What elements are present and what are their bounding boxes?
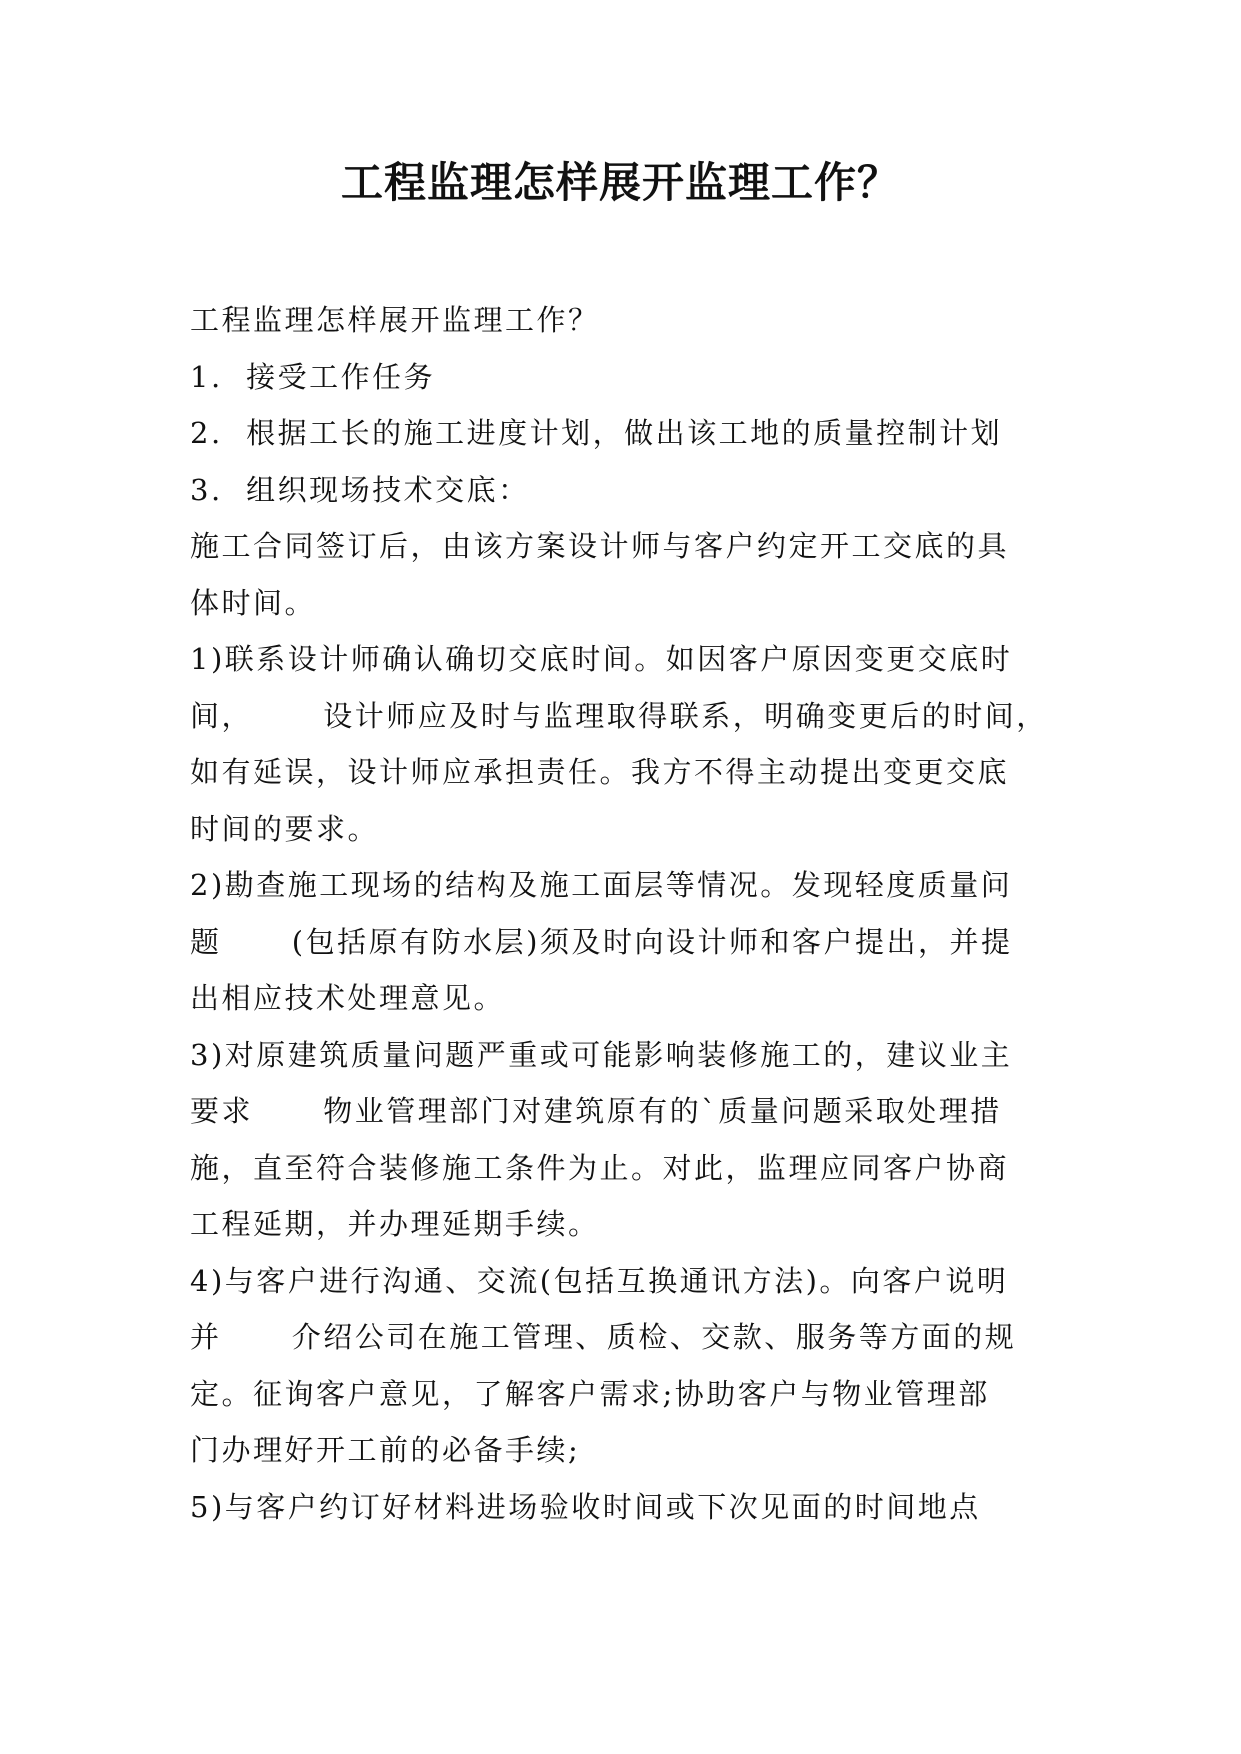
paragraph-line: 定。征询客户意见，了解客户需求;协助客户与物业管理部 bbox=[190, 1376, 990, 1411]
document-title: 工程监理怎样展开监理工作？ bbox=[340, 158, 900, 207]
list-item: 3. 组织现场技术交底： bbox=[190, 472, 530, 507]
paragraph-line: 并 介绍公司在施工管理、质检、交款、服务等方面的规 bbox=[190, 1320, 1017, 1354]
paragraph-line: 施工合同签订后，由该方案设计师与客户约定开工交底的具 bbox=[190, 529, 1010, 563]
document-body bbox=[190, 292, 1052, 1535]
paragraph-line: 1)联系设计师确认确切交底时间。如因客户原因变更交底时 bbox=[190, 642, 1013, 676]
paragraph-line: 工程延期，并办理延期手续。 bbox=[190, 1207, 600, 1241]
paragraph-line: 5)与客户约订好材料进场验收时间或下次见面的时间地点 bbox=[190, 1489, 981, 1524]
list-item: 1. 接受工作任务 bbox=[190, 359, 436, 394]
paragraph-line: 门办理好开工前的必备手续; bbox=[190, 1433, 581, 1467]
paragraph-line: 3)对原建筑质量问题严重或可能影响装修施工的，建议业主 bbox=[190, 1037, 1013, 1072]
paragraph-line: 题 (包括原有防水层)须及时向设计师和客户提出，并提 bbox=[190, 924, 1013, 959]
paragraph-line: 工程监理怎样展开监理工作？ bbox=[190, 303, 600, 337]
paragraph-line: 间， 设计师应及时与监理取得联系，明确变更后的时间， bbox=[190, 698, 1048, 733]
paragraph-line: 施，直至符合装修施工条件为止。对此，监理应同客户协商 bbox=[190, 1150, 1010, 1185]
list-item: 2. 根据工长的施工进度计划，做出该工地的质量控制计划 bbox=[190, 416, 1003, 450]
paragraph-line: 体时间。 bbox=[190, 585, 317, 620]
paragraph-line: 2)勘查施工现场的结构及施工面层等情况。发现轻度质量问 bbox=[190, 868, 1013, 902]
paragraph-line: 要求 物业管理部门对建筑原有的`质量问题采取处理措 bbox=[190, 1094, 1002, 1128]
paragraph-line: 出相应技术处理意见。 bbox=[190, 981, 506, 1015]
paragraph-line: 4)与客户进行沟通、交流(包括互换通讯方法)。向客户说明 bbox=[190, 1263, 1009, 1298]
paragraph-line: 如有延误，设计师应承担责任。我方不得主动提出变更交底 bbox=[190, 755, 1010, 789]
paragraph-line: 时间的要求。 bbox=[190, 811, 380, 846]
